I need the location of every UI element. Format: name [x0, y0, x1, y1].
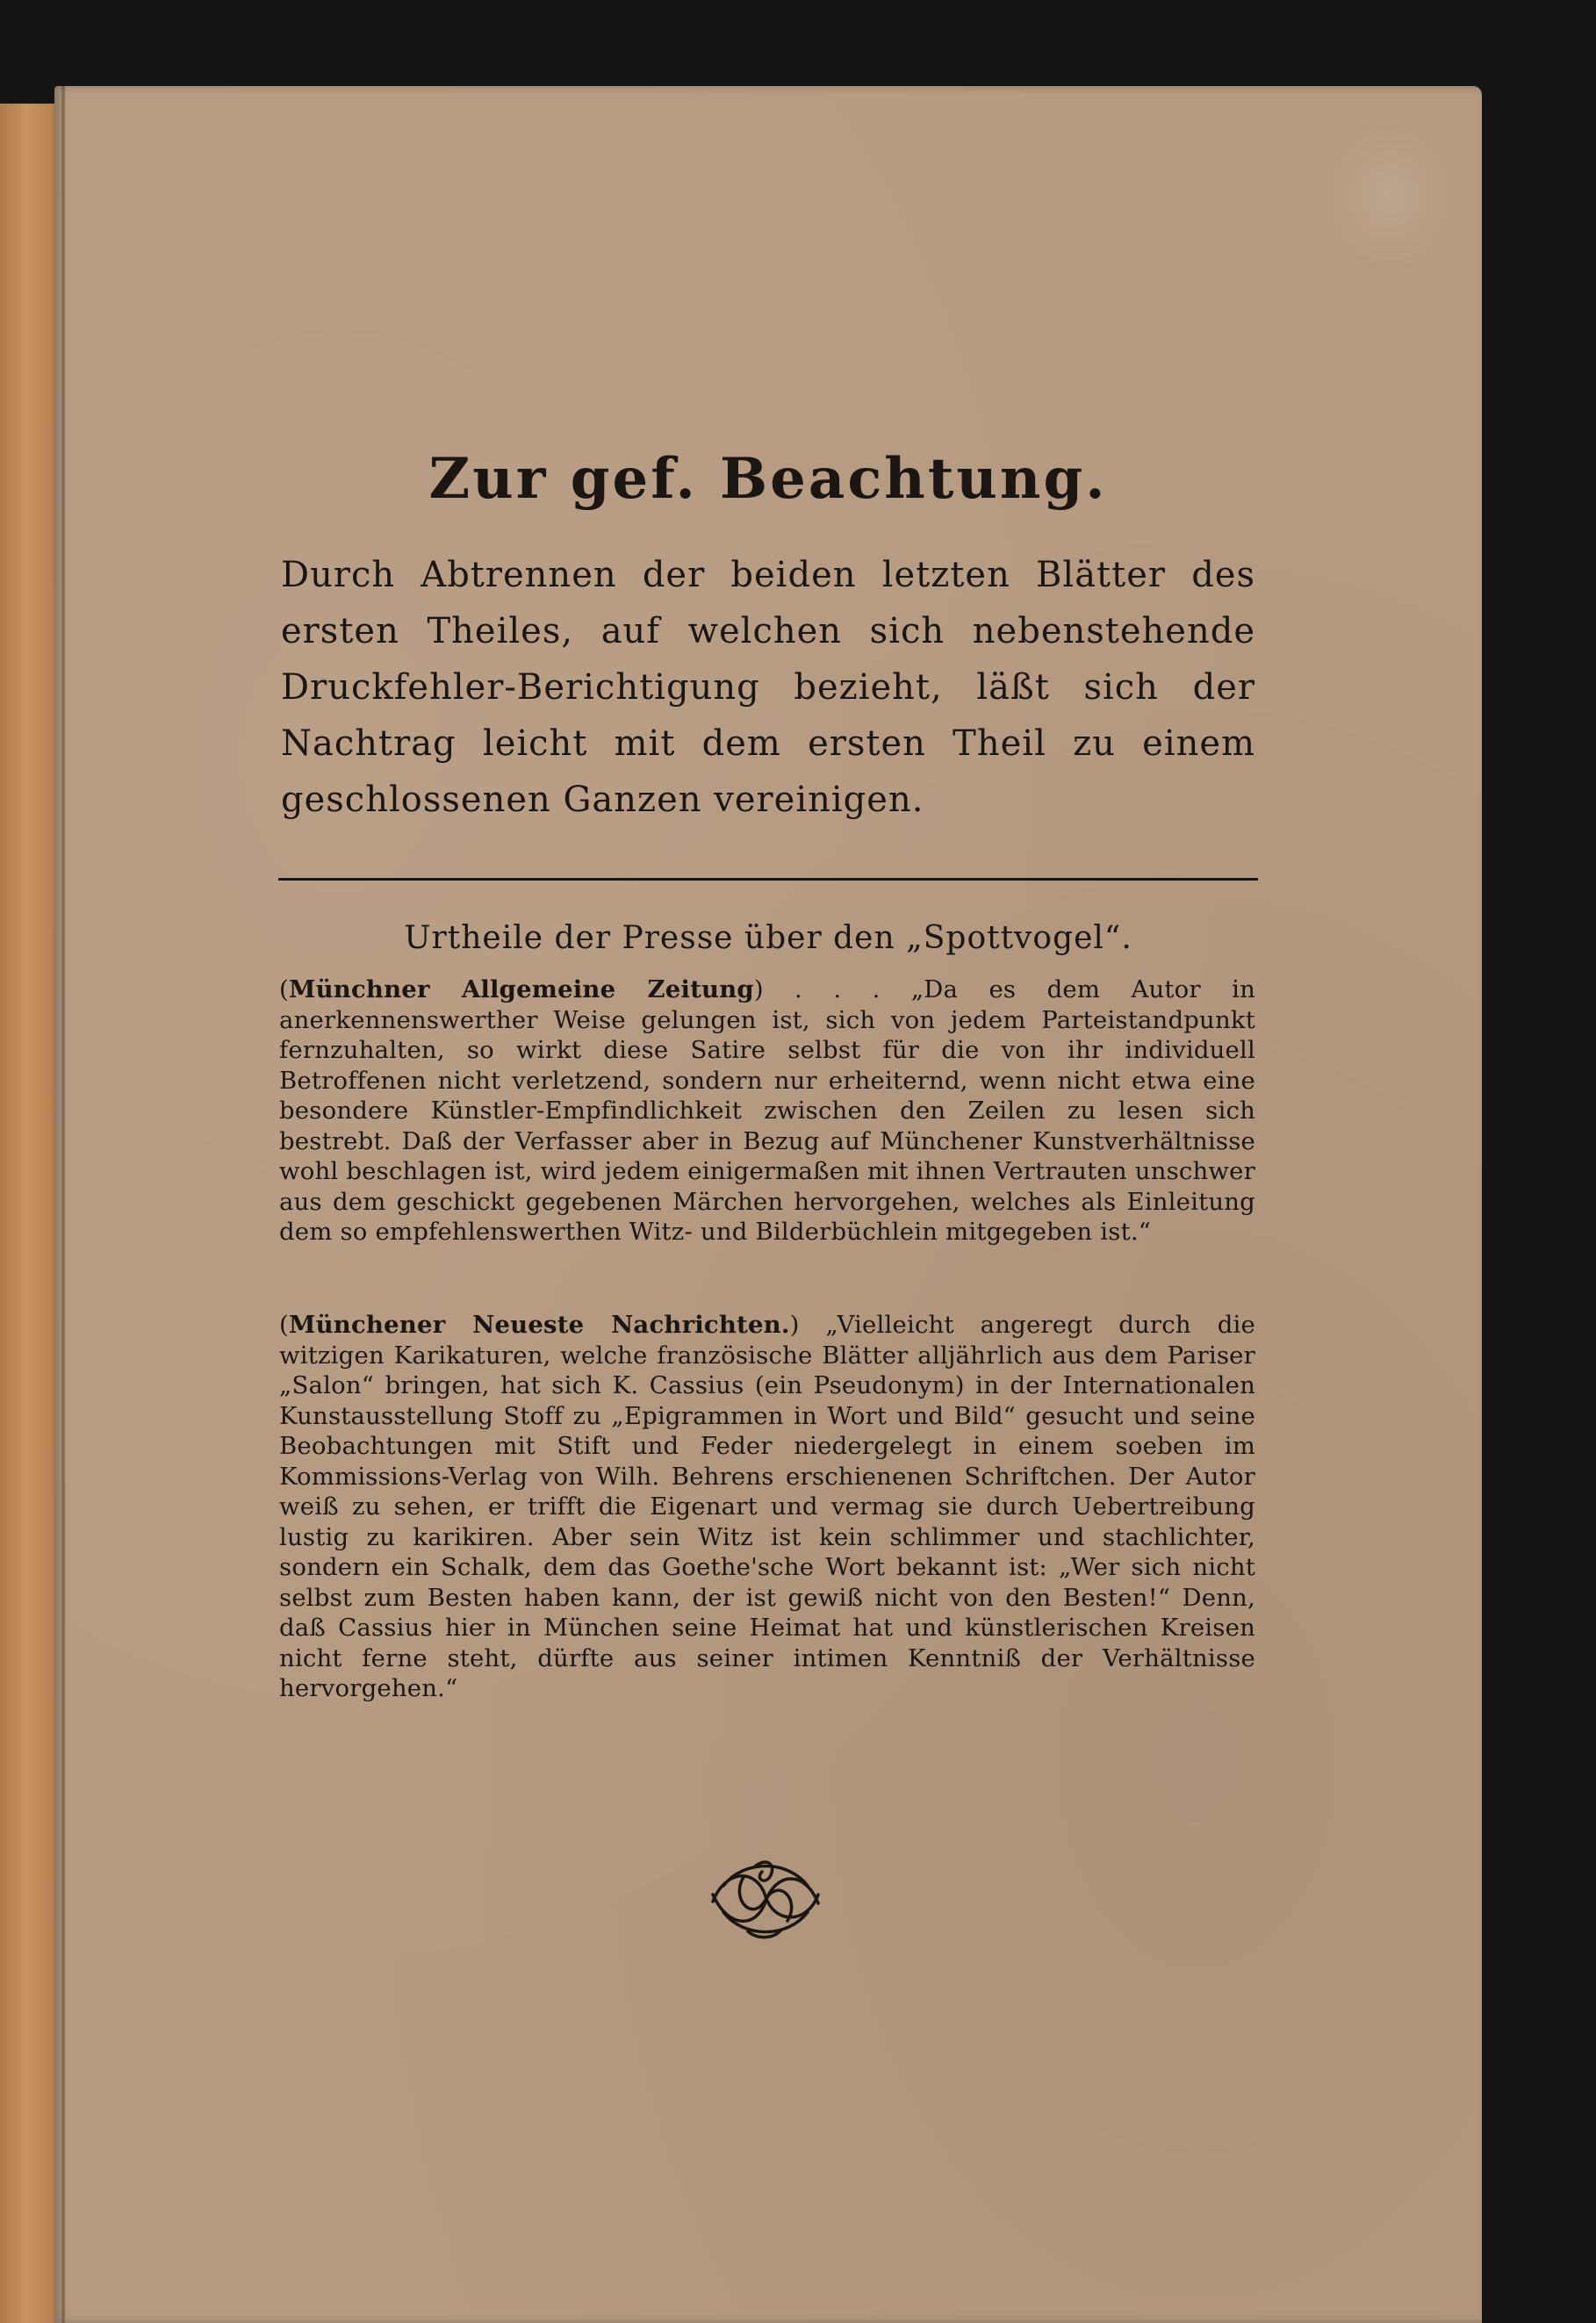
- press-reviews-heading: Urtheile der Presse über den „Spottvogel“.: [404, 920, 1132, 956]
- notice-paragraph: Durch Abtrennen der beiden letzten Blätter des ersten Theiles, auf welchen sich nebenstehende Druckfehler-Berichtigung bezieht, läßt sich der Nachtrag leicht mit dem ersten Theil zu einem geschlossenen Ganzen vereinigen.: [281, 555, 1255, 820]
- review-paragraph: [279, 1310, 1255, 1704]
- review-open-paren: (: [279, 1311, 289, 1339]
- review-source: Münchener Neueste Nachrichten.: [288, 1311, 790, 1339]
- review-text: „Da es dem Autor in anerkennenswerther Weise gelungen ist, sich von jedem Parteistandpunkt fernzuhalten, so wirkt diese Satire selbst für die von ihr individuell Betroffenen nicht verletzend, sondern nur erheiternd, wenn nicht etwa eine besondere Künstler-Empfindlichkeit zwischen den Zeilen zu lesen sich bestrebt. Daß der Verfasser aber in Bezug auf Münchener Kunstverhältnisse wohl beschlagen ist, wird jedem einigermaßen mit ihnen Vertrauten unschwer aus dem geschickt gegebenen Märchen hervorgehen, welches als Einleitung dem so empfehlenswerthen Witz- und Bilderbüchlein mitgegeben ist.“: [279, 975, 1255, 1246]
- document-page: [54, 86, 1482, 2323]
- page-title: Zur gef. Beachtung.: [428, 446, 1108, 512]
- divider-rule: [278, 878, 1258, 881]
- calligraphic-flourish-icon: [704, 1851, 827, 1947]
- review-text: „Vielleicht angeregt durch die witzigen Karikaturen, welche französische Blätter alljährlich aus dem Pariser „Salon“ bringen, hat sich K. Cassius (ein Pseudonym) in der Internationalen Kunstausstellung Stoff zu „Epigrammen in Wort und Bild“ gesucht und seine Beobachtungen mit Stift und Feder niedergelegt in einem soeben im Kommissions-Verlag von Wilh. Behrens erschienenen Schriftchen. Der Autor weiß zu sehen, er trifft die Eigenart und vermag sie durch Uebertreibung lustig zu karikiren. Aber sein Witz ist kein schlimmer und stachlichter, sondern ein Schalk, dem das Goethe'sche Wort bekannt ist: „Wer sich nicht selbst zum Besten haben kann, der ist gewiß nicht von den Besten!“ Denn, daß Cassius hier in München seine Heimat hat und künstlerischen Kreisen nicht ferne steht, dürfte aus seiner intimen Kenntniß der Verhältnisse hervorgehen.“: [279, 1311, 1255, 1702]
- page-content: [54, 86, 1482, 2323]
- review-close-paren: ): [789, 1311, 800, 1339]
- review-open-paren: (: [279, 975, 289, 1003]
- review-close-paren: ) . . .: [753, 975, 881, 1003]
- review-paragraph: [279, 975, 1255, 1248]
- review-source: Münchner Allgemeine Zeitung: [288, 975, 754, 1003]
